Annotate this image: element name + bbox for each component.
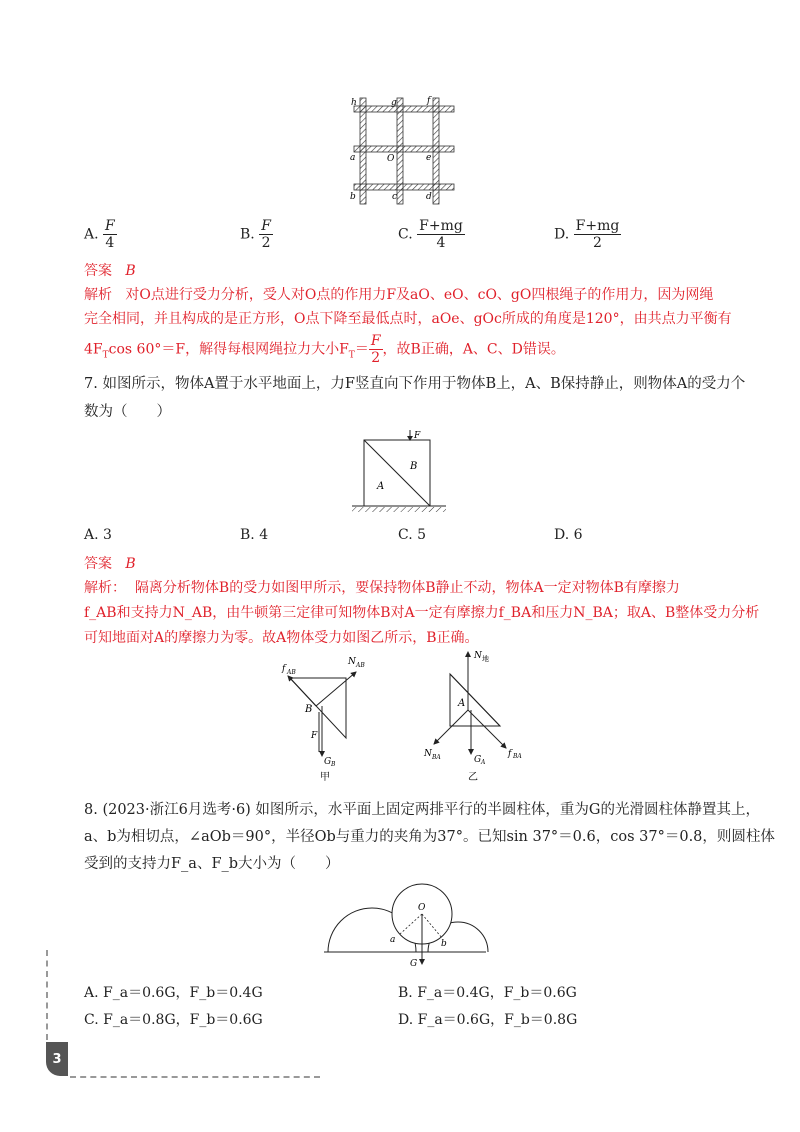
q6-explain-line2: 完全相同，并且构成的是正方形，O点下降至最低点时，aOe、gOc所成的角度是120°，由共点力平衡有 — [84, 311, 732, 327]
page-number-tab — [46, 1042, 68, 1076]
q7-option-b[interactable]: B. 4 — [240, 527, 269, 543]
q6-explain-line3: $4F_T\cos$ 60°＝F，解得每根网绳拉力大小$F_T=$ $\frac{F}{2}$ ，故B正确，A、C、D错误。 — [84, 333, 565, 366]
label-GA-sub: A — [481, 759, 486, 766]
q8-stem-line1: 8. (2023·浙江6月选考·6) 如图所示，水平面上固定两排平行的半圆柱体，重为G的光滑圆柱体静置其上， — [84, 802, 761, 818]
label-G: G — [410, 959, 418, 969]
q8-stem-line3: 受到的支持力F_a、F_b大小为（ ） — [84, 856, 340, 872]
q8-option-c[interactable]: C. F_a＝0.8G，F_b＝0.6G — [84, 1012, 263, 1028]
q6-explain-line1: 解析 对O点进行受力分析，受人对O点的作用力F及aO、eO、cO、gO四根绳子的作用力，因为网绳 — [84, 287, 714, 303]
label-fAB: f — [282, 664, 286, 674]
label-fBA-sub: BA — [513, 753, 522, 760]
label-fAB-sub: AB — [287, 669, 296, 676]
label-NAB: N — [348, 657, 356, 667]
label-NAB-sub: AB — [356, 662, 365, 669]
q7-block-figure — [350, 428, 454, 522]
q7-option-d[interactable]: D. 6 — [554, 527, 583, 543]
label-b: b — [350, 192, 356, 202]
page-number: 3 — [52, 1051, 62, 1067]
label-F: F — [414, 431, 421, 441]
q6-option-a[interactable]: A. $\frac{F}{4}$ — [84, 218, 115, 251]
footer-dashed-vertical — [46, 950, 48, 1040]
q7-stem-line2: 数为（ ） — [84, 404, 171, 420]
label-A: A — [458, 698, 466, 709]
label-a: a — [390, 935, 396, 945]
label-F: F — [311, 731, 318, 741]
q6-option-d[interactable]: D. $\frac{F+mg}{2}$ — [554, 218, 620, 251]
q8-option-d[interactable]: D. F_a＝0.6G，F_b＝0.8G — [398, 1012, 578, 1028]
q8-stem-line2: a、b为相切点，∠aOb＝90°，半径Ob与重力的夹角为37°。已知sin 37°＝0.6，cos 37°＝0.8，则圆柱体 — [84, 829, 775, 845]
q8-option-b[interactable]: B. F_a＝0.4G，F_b＝0.6G — [398, 985, 577, 1001]
q7-option-a[interactable]: A. 3 — [84, 527, 112, 543]
q8-cylinder-figure — [320, 880, 490, 970]
caption-jia: 甲 — [320, 772, 330, 783]
q7-explain-line1: 解析： 隔离分析物体B的受力如图甲所示，要保持物体B静止不动，物体A一定对物体B有摩擦力 — [84, 580, 680, 596]
label-g: g — [391, 98, 397, 108]
label-O: O — [387, 154, 395, 164]
q7-explain-line2: f_AB和支持力N_AB，由牛顿第三定律可知物体B对A一定有摩擦力f_BA和压力N_BA；取A、B整体受力分析 — [84, 605, 760, 621]
label-e: e — [426, 153, 432, 163]
label-GA: G — [474, 755, 482, 765]
grid-net-figure — [340, 92, 460, 210]
label-fBA: f — [508, 749, 512, 759]
label-NBA: N — [424, 749, 432, 759]
q7-explain-line3: 可知地面对A的摩擦力为零。故A物体受力如图乙所示，B正确。 — [84, 630, 479, 646]
force-diagram-yi — [420, 644, 532, 784]
q8-option-a[interactable]: A. F_a＝0.6G，F_b＝0.4G — [84, 985, 263, 1001]
label-NBA-sub: BA — [432, 754, 441, 761]
q7-stem-line1: 7. 如图所示，物体A置于水平地面上，力F竖直向下作用于物体B上，A、B保持静止，则物体A的受力个 — [84, 376, 746, 392]
label-A: A — [377, 481, 385, 492]
label-d: d — [426, 192, 432, 202]
label-GB-sub: B — [331, 761, 336, 768]
label-N-ground-sub: 地 — [482, 655, 489, 663]
label-GB: G — [324, 757, 332, 767]
label-h: h — [351, 98, 357, 108]
label-a: a — [350, 153, 356, 163]
q6-answer: 答案 B — [84, 263, 136, 279]
force-diagram-jia — [278, 652, 374, 784]
q6-option-c[interactable]: C. $\frac{F+mg}{4}$ — [398, 218, 463, 251]
caption-yi: 乙 — [468, 772, 478, 783]
label-B: B — [410, 461, 418, 472]
footer-dashed-horizontal — [70, 1076, 320, 1078]
label-b: b — [441, 939, 447, 949]
label-B: B — [305, 704, 313, 715]
label-O: O — [418, 903, 426, 913]
label-f: f — [427, 96, 431, 106]
q6-option-b[interactable]: B. $\frac{F}{2}$ — [240, 218, 271, 251]
q7-option-c[interactable]: C. 5 — [398, 527, 427, 543]
q7-answer: 答案 B — [84, 556, 136, 572]
label-c: c — [392, 192, 398, 202]
label-N-ground: N — [474, 651, 482, 661]
